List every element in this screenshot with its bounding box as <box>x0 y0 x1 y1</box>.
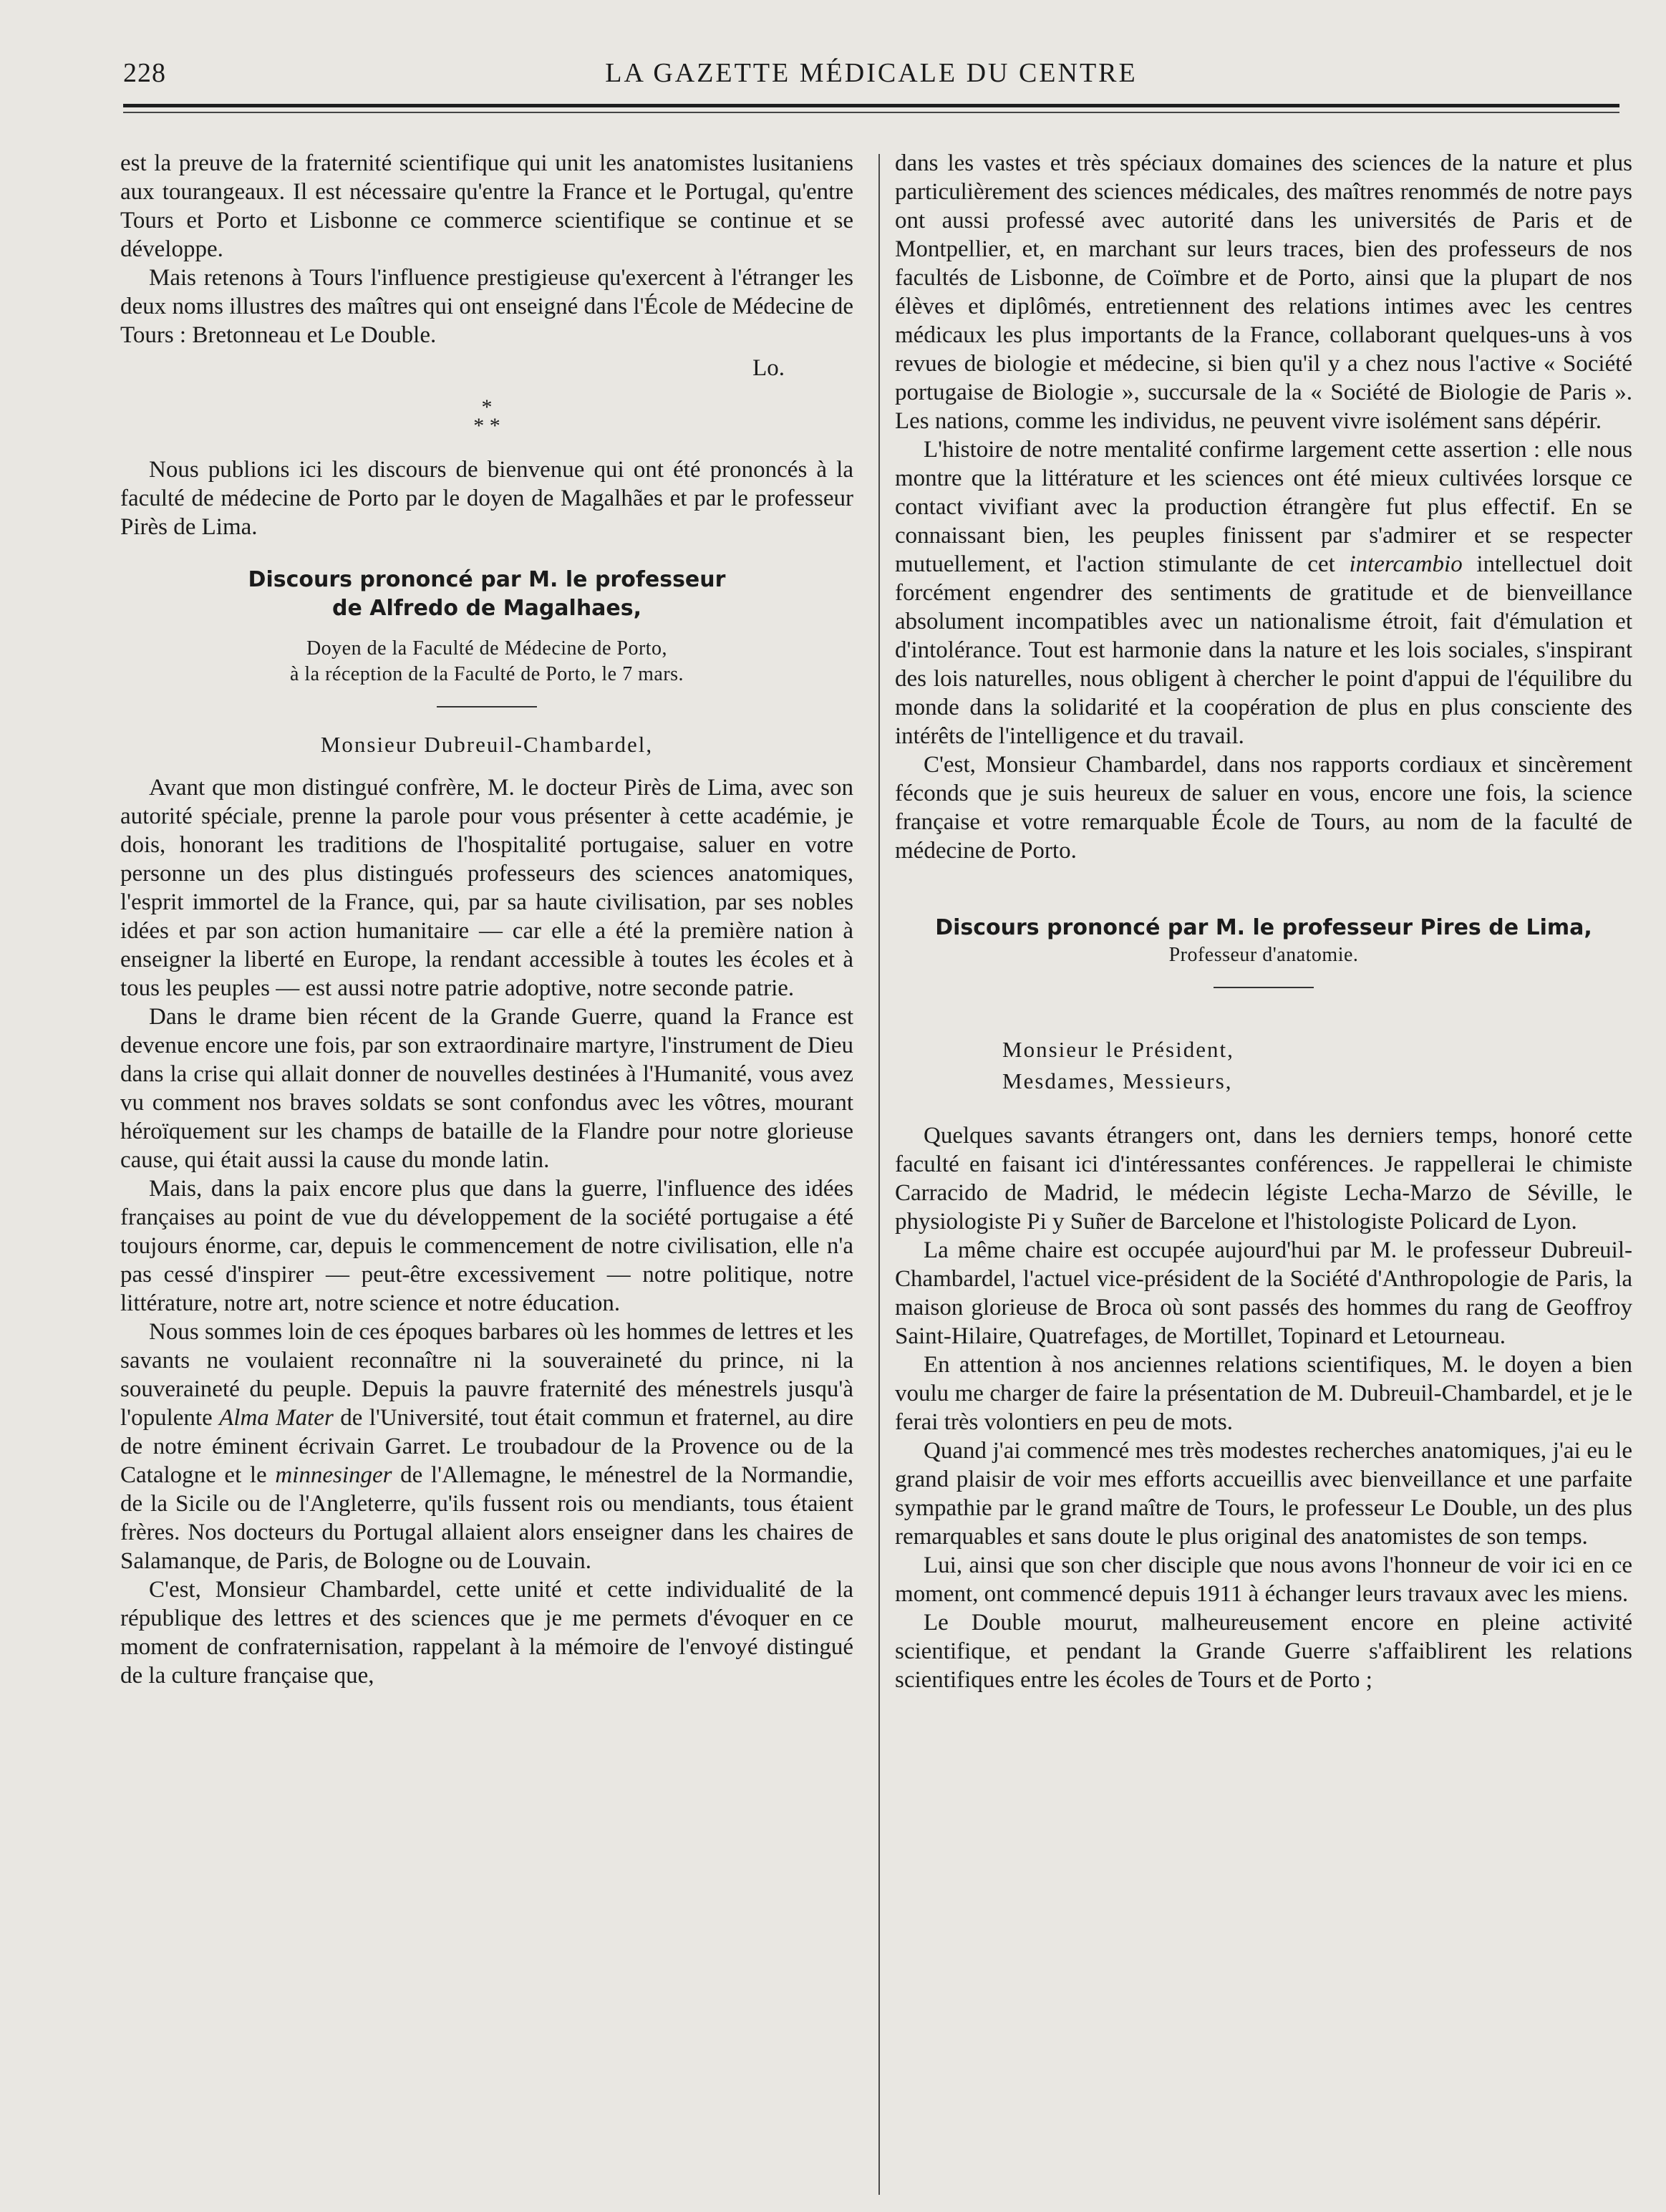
left-column <box>120 149 853 1690</box>
paragraph: C'est, Monsieur Chambardel, dans nos rapports cordiaux et sincèrement féconds que je suis heureux de saluer en vous, encore une fois, la science française et votre remarquable École de Tours, au nom de la faculté de médecine de Porto. <box>895 752 1632 864</box>
paragraph: Quelques savants étrangers ont, dans les derniers temps, honoré cette faculté en faisant ici d'intéressantes conférences. Je rappellerai le chimiste Carracido de Madrid, le médecin légiste Lecha-Marzo de Séville, le physiologiste Pi y Suñer de Barcelone et l'histologiste Policard de Lyon. <box>895 1123 1632 1235</box>
right-column <box>895 149 1632 1694</box>
salutation: Mesdames, Messieurs, <box>1002 1068 1233 1093</box>
paragraph: Avant que mon distingué confrère, M. le docteur Pirès de Lima, avec son autorité spéciale, prenne la parole pour vous présenter à cette académie, je dois, honorant les traditions de l'hospitalité portugaise, saluer en votre personne un des plus distingués professeurs des sciences anatomiques, l'esprit immortel de la France, qui, par sa haute civilisation, par ses nobles idées et par son action humanitaire — car elle a été la première nation à enseigner la liberté en Europe, la rendant accessible à toutes les écoles et à tous les peuples — est aussi notre patrie adoptive, notre seconde patrie. <box>120 775 853 1001</box>
paragraph: Nous publions ici les discours de bienvenue qui ont été prononcés à la faculté de médecine de Porto par le doyen de Magalhães et par le professeur Pirès de Lima. <box>120 457 853 540</box>
paragraph: Quand j'ai commencé mes très modestes recherches anatomiques, j'ai eu le grand plaisir de voir mes efforts accueillis avec bienveillance et une parfaite sympathie par le grand maître de Tours, le professeur Le Double, un des plus remarquables et sans doute le plus original des anatomistes de son temps. <box>895 1438 1632 1550</box>
italic-text: Alma Mater <box>219 1405 334 1431</box>
journal-title: LA GAZETTE MÉDICALE DU CENTRE <box>605 58 1138 88</box>
speech-title-author: de Alfredo de Magalhaes, <box>331 596 642 621</box>
paragraph: Lui, ainsi que son cher disciple que nous avons l'honneur de voir ici en ce moment, ont commencé depuis 1911 à échanger leurs travaux avec les miens. <box>895 1552 1632 1607</box>
salutation: Monsieur Dubreuil-Chambardel, <box>320 732 654 757</box>
text-run: L'histoire de notre mentalité confirme largement cette assertion : elle nous montre que la littérature et les sciences ont été mieux cultivées lorsque ce contact vivifiant avec la production étrangère fut plus effectif. En se connaissant bien, les peuples finissent par s'admirer et se respecter mutuellement, et l'action stimulante de cet <box>895 437 1632 577</box>
text-run: intellectuel doit forcément engendrer des sentiments de gratitude et de bienveillance absolument incompatibles avec un nationalisme étroit, fait d'émulation et d'intolérance. Tout est harmonie dans la nature et les lois sociales, s'inspirant des lois naturelles, nous obligent à chercher le point d'appui de l'équilibre du monde dans la solidarité et la coopération de plus en plus consciente des intérêts de l'intelligence et du travail. <box>895 551 1633 749</box>
text-run: de l'Allemagne, le ménestrel de la Normandie, de la Sicile ou de l'Angleterre, qu'ils fussent rois ou mendiants, tous étaient frères. Nos docteurs du Portugal allaient alors enseigner dans les chaires de Salamanque, de Paris, de Bologne ou de Louvain. <box>120 1462 854 1574</box>
paragraph: est la preuve de la fraternité scientifique qui unit les anatomistes lusitaniens aux tourangeaux. Il est nécessaire qu'entre la France et le Portugal, qu'entre Tours et Porto et Lisbonne ce commerce scientifique se continue et se développe. <box>120 150 853 262</box>
speech-subtitle: Professeur d'anatomie. <box>1168 944 1359 966</box>
short-rule <box>1214 987 1314 988</box>
short-rule <box>437 706 537 707</box>
speech-subtitle: à la réception de la Faculté de Porto, le 7 mars. <box>289 663 684 685</box>
text-run: Nous sommes loin de ces époques barbares où les hommes de lettres et les savants ne voulaient reconnaître ni la souveraineté du prince, ni la souveraineté du peuple. Depuis la pauvre fraternité des ménestrels jusqu'à l'opulente <box>120 1319 853 1431</box>
paragraph: dans les vastes et très spéciaux domaines des sciences de la nature et plus particulièrement des sciences médicales, des maîtres renommés de notre pays ont aussi professé avec autorité dans les universités de Paris et de Montpellier, et, en marchant sur leurs traces, bien des professeurs de nos facultés de Lisbonne, de Coïmbre et de Porto, ainsi que la plupart de nos élèves et diplômés, entretiennent des relations intimes avec les centres médicaux les plus importants de la France, collaborant quelques-uns à vos revues de biologie et médecine, si bien qu'il y a chez nous l'active « Société portugaise de Biologie », succursale de la « Société de Biologie de Paris ». Les nations, comme les individus, ne peuvent vivre isolément sans dépérir. <box>895 150 1632 434</box>
section-separator <box>120 395 853 438</box>
paragraph: En attention à nos anciennes relations scientifiques, M. le doyen a bien voulu me charger de faire la présentation de M. Dubreuil-Chambardel, et je le ferai très volontiers en peu de mots. <box>895 1352 1632 1435</box>
paragraph <box>895 435 1632 750</box>
separator-stars: * * <box>473 414 500 438</box>
paragraph <box>120 1318 853 1575</box>
speech-title: Discours prononcé par M. le professeur <box>248 567 726 592</box>
paragraph: Le Double mourut, malheureusement encore en pleine activité scientifique, et pendant la Grande Guerre s'affaiblirent les relations scientifiques entre les écoles de Tours et de Porto ; <box>895 1610 1632 1693</box>
italic-text: intercambio <box>1349 551 1463 577</box>
column-divider <box>878 154 880 2195</box>
signature: Lo. <box>752 355 785 381</box>
header-rule-thin <box>123 112 1619 113</box>
speech-subtitle: Doyen de la Faculté de Médecine de Porto, <box>306 637 668 660</box>
paragraph: Dans le drame bien récent de la Grande Guerre, quand la France est devenue encore une fois, par son extraordinaire martyre, l'instrument de Dieu dans la crise qui allait donner de nouvelles destinées à l'Humanité, vous avez vu comment nos braves soldats se sont confondus avec les vôtres, mourant héroïquement sur les champs de bataille de la Flandre pour notre glorieuse cause, qui était aussi la cause du monde latin. <box>120 1004 853 1173</box>
speech-title: Discours prononcé par M. le professeur Pires de Lima, <box>935 915 1592 940</box>
page-header <box>123 57 1619 107</box>
italic-text: minnesinger <box>275 1462 392 1488</box>
text-run: de l'Université, tout était commun et fraternel, au dire de notre éminent écrivain Garret. Le troubadour de la Provence ou de la Catalogne et le <box>120 1405 854 1488</box>
paragraph: Mais retenons à Tours l'influence prestigieuse qu'exercent à l'étranger les deux noms illustres des maîtres qui ont enseigné dans l'École de Médecine de Tours : Bretonneau et Le Double. <box>120 265 853 348</box>
paragraph: C'est, Monsieur Chambardel, cette unité et cette individualité de la république des lettres et des sciences que je me permets d'évoquer en ce moment de confraternisation, rappelant à la mémoire de l'envoyé distingué de la culture française que, <box>120 1577 853 1689</box>
salutation: Monsieur le Président, <box>1002 1037 1234 1062</box>
header-rule <box>123 104 1619 107</box>
paragraph: Mais, dans la paix encore plus que dans la guerre, l'influence des idées françaises au point de vue du développement de la société portugaise a été toujours énorme, car, depuis le commencement de notre civilisation, elle n'a pas cessé d'inspirer — peut-être excessivement — notre politique, notre littérature, notre art, notre science et notre éducation. <box>120 1176 853 1316</box>
paragraph: La même chaire est occupée aujourd'hui par M. le professeur Dubreuil-Chambardel, l'actuel vice-président de la Société d'Anthropologie de Paris, la maison glorieuse de Broca où sont passés des hommes du rang de Geoffroy Saint-Hilaire, Quatrefages, de Mortillet, Topinard et Letourneau. <box>895 1237 1632 1349</box>
separator-star: * <box>481 395 493 419</box>
page-number: 228 <box>123 58 166 88</box>
